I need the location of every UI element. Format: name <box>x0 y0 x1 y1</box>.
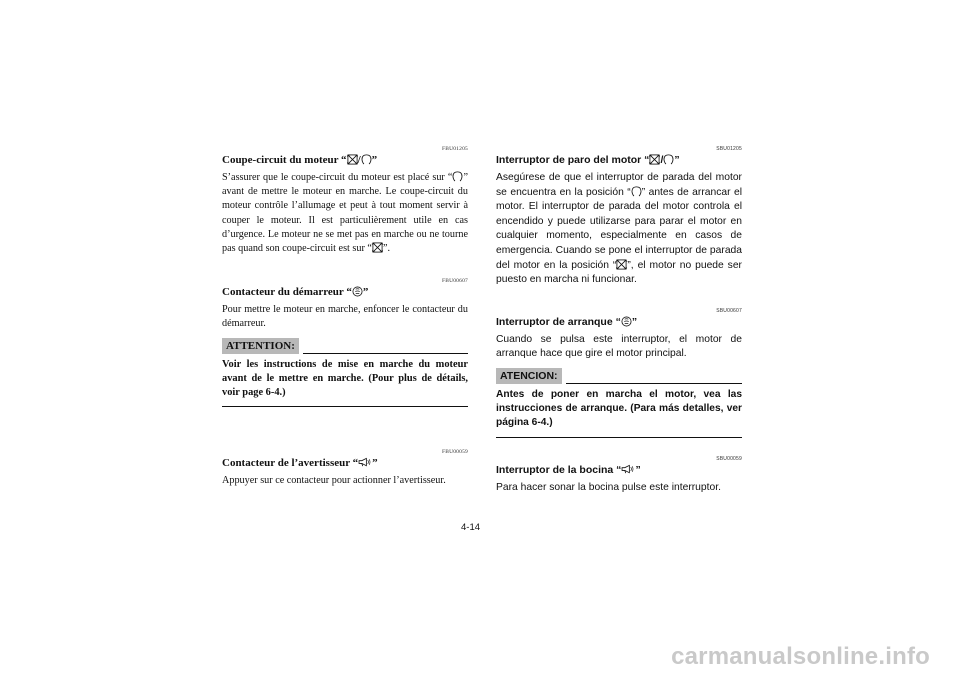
section-heading-horn: Interruptor de la bocina “ ” <box>496 463 641 476</box>
engine-run-icon <box>361 154 372 165</box>
section-body: Appuyer sur ce contacteur pour actionner l’avertisseur. <box>222 475 446 487</box>
watermark: carmanualsonline.info <box>671 643 930 670</box>
warning-header <box>222 338 468 354</box>
warning-header <box>496 368 742 384</box>
starter-icon <box>352 286 363 297</box>
engine-stop-icon <box>649 154 660 165</box>
section-code: FBU00607 <box>441 278 468 285</box>
section-heading-starter: Interruptor de arranque “ ” <box>496 315 638 328</box>
warning-text: Voir les instructions de mise en marche du moteur avant de le mettre en marche. (Pour plus de détails, voir page 6-4.) <box>222 358 468 399</box>
section-code: FBU01205 <box>441 146 468 152</box>
section-code: SBU01205 <box>716 146 742 152</box>
engine-stop-icon <box>372 242 383 253</box>
section-body: Cuando se pulsa este interruptor, el motor de arranque hace que gire el motor principal. <box>496 333 742 360</box>
warning-text: Antes de poner en marcha el motor, vea las instrucciones de arranque. (Para más detalles, ver página 6-4.) <box>496 388 742 429</box>
section-body: S’assurer que le coupe-circuit du moteur est placé sur “ ” avant de mettre le moteur en marche. Le coupe-circuit du moteur contrôle l’allumage et peut à tout moment servir à couper le moteur. Il est particulièrement utile en cas d’urgence. Le moteur ne se met pas en marche ou ne tourne pas quand son coupe-circuit est sur “ ”. <box>222 172 468 255</box>
french-column <box>222 146 468 488</box>
engine-run-icon <box>663 154 674 165</box>
section-heading-horn: Contacteur de l’avertisseur “ ” <box>222 457 378 470</box>
section-code: SBU00607 <box>716 307 742 314</box>
warning-label: ATENCION: <box>496 368 562 384</box>
engine-run-icon <box>631 186 642 197</box>
section-heading-engine-stop: Coupe-circuit du moteur “ / ” <box>222 154 378 166</box>
horn-icon <box>621 464 635 475</box>
engine-stop-icon <box>347 154 358 165</box>
warning-label: ATTENTION: <box>222 338 299 354</box>
spanish-column <box>496 146 742 495</box>
section-code: SBU00059 <box>716 455 742 462</box>
page-number: 4-14 <box>461 522 481 533</box>
engine-run-icon <box>452 171 463 182</box>
starter-icon <box>621 316 632 327</box>
section-body: Pour mettre le moteur en marche, enfoncer le contacteur du démarreur. <box>222 304 468 330</box>
section-body: Para hacer sonar la bocina pulse este interruptor. <box>496 481 721 493</box>
section-body: Asegúrese de que el interruptor de parada del motor se encuentra en la posición “ ” antes de arrancar el motor. El interruptor de parada del motor controla el encendido y puede utilizarse para parar el motor en cualquier momento, especialmente en casos de emergencia. Cuando se pone el interruptor de parada del motor en la posición “ ”, el motor no puede ser puesto en marcha ni funcionar. <box>496 172 743 286</box>
section-code: FBU00059 <box>441 449 468 456</box>
engine-stop-icon <box>616 259 627 270</box>
section-heading-engine-stop: Interruptor de paro del motor “ / ” <box>496 154 680 166</box>
horn-icon <box>358 457 372 468</box>
section-heading-starter: Contacteur du démarreur “ ” <box>222 286 369 299</box>
